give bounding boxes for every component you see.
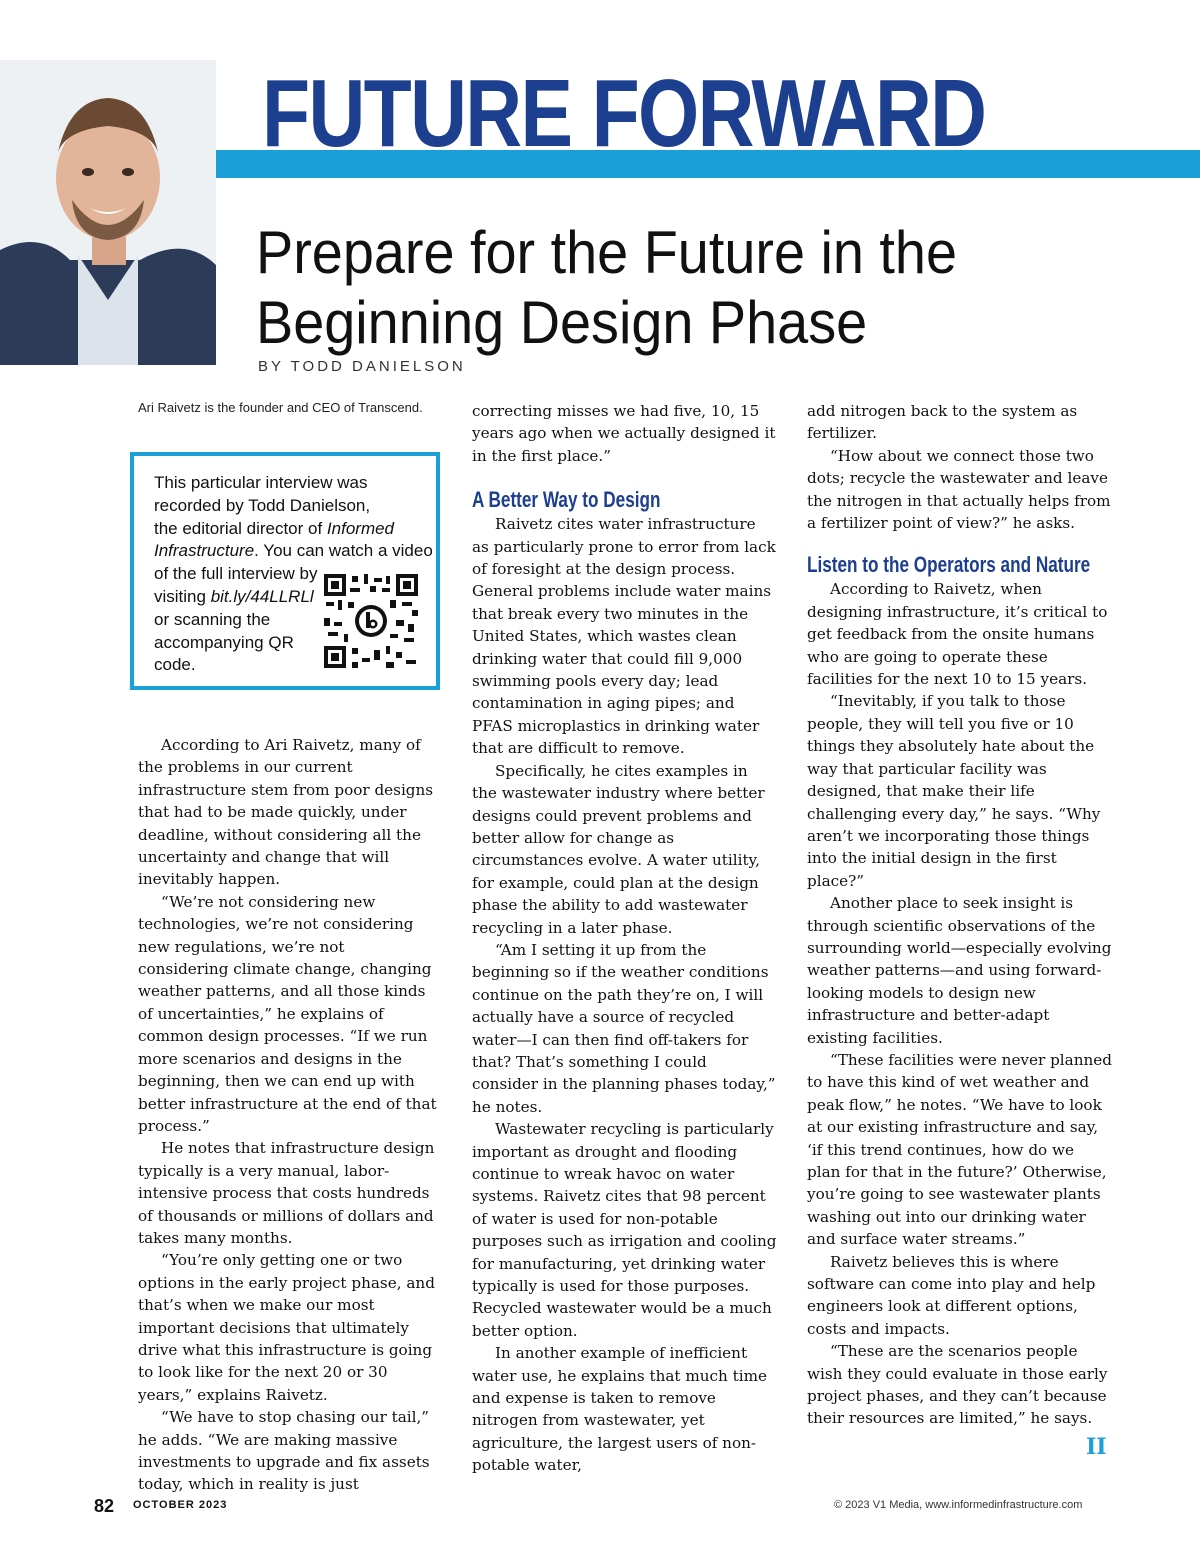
author-photo	[0, 60, 216, 365]
paragraph: According to Raivetz, when designing infrastructure, it’s critical to get feedback from the onsite humans who are going to operate these facilities for the next 10 to 15 years.	[807, 580, 1108, 689]
qr-code[interactable]	[324, 574, 418, 668]
paragraph: Another place to seek insight is through scientific observations of the surrounding world—especially evolving weather patterns—and using forward-looking models to design new infrastructure and better-adapt existing facilities.	[807, 894, 1112, 1047]
article-headline	[256, 218, 1000, 358]
subhead-better-way: A Better Way to Design	[472, 487, 661, 513]
paragraph: correcting misses we had five, 10, 15 years ago when we actually designed it in the first place.”	[472, 402, 776, 465]
paragraph: Raivetz believes this is where software can come into play and help engineers look at different options, costs and impacts.	[807, 1252, 1096, 1338]
paragraph: “These are the scenarios people wish they could evaluate in those early project phases, and they can’t because their resources are limited,” he says.	[807, 1342, 1108, 1428]
paragraph: Raivetz cites water infrastructure as particularly prone to error from lack of foresight at the design process. General problems include water mains that break every two minutes in the United States, which wastes clean drinking water that could fill 9,000 swimming pools every day; lead contamination in aging pipes; and PFAS microplastics in drinking water that are difficult to remove.	[472, 515, 776, 758]
paragraph: Wastewater recycling is particularly important as drought and flooding continue to wreak havoc on water systems. Raivetz cites that 98 percent of water is used for non-potable purposes such as irrigation and cooling for manufacturing, yet drinking water typically is used for those purposes. Recycled wastewater would be a much better option.	[472, 1120, 777, 1340]
article-column-2	[472, 400, 777, 1477]
sidebar-text: This particular interview was recorded by Todd Danielson, the editorial director of Informed Infrastructure. You can watch a video of the full interview by visiting bit.ly/44LLRLl or scanning the accompanying QR code.	[154, 473, 433, 675]
article-column-1	[138, 734, 438, 1496]
headline-line-1: Prepare for the Future in the	[256, 219, 957, 286]
paragraph: “How about we connect those two dots; recycle the wastewater and leave the nitrogen in that actually helps from a fertilizer point of view?” he asks.	[807, 446, 1111, 533]
paragraph: “Inevitably, if you talk to those people, they will tell you five or 10 things they absolutely hate about the way that particular facility was designed, that make their life challenging every day,” he says. “Why aren’t we incorporating those things into the initial design in the first place?”	[807, 692, 1101, 890]
paragraph: “We have to stop chasing our tail,” he adds. “We are making massive investments to upgrade and fix assets today, which in reality is just	[138, 1408, 430, 1494]
paragraph: “Am I setting it up from the beginning so if the weather conditions continue on the path they’re on, I will actually have a source of recycled water—I can then find off-takers for that? That’s something I could consider in the planning phases today,” he notes.	[472, 940, 776, 1116]
subhead-listen: Listen to the Operators and Nature	[807, 552, 1091, 578]
paragraph: He notes that infrastructure design typically is a very manual, labor-intensive process that costs hundreds of thousands or millions of dollars and takes many months.	[138, 1139, 435, 1247]
video-link[interactable]: bit.ly/44LLRLl	[210, 586, 314, 606]
paragraph: “We’re not considering new technologies, we’re not considering new regulations, we’re not considering climate change, changing weather patterns, and all those kinds of uncertainties,” he explains of common design processes. “If we run more scenarios and designs in the beginning, then we can end up with better infrastructure at the end of that process.”	[138, 892, 437, 1135]
paragraph: Specifically, he cites examples in the wastewater industry where better designs could prevent problems and better allow for change as circumstances evolve. A water utility, for example, could plan at the design phase the ability to add wastewater recycling in a later phase.	[472, 761, 765, 937]
paragraph: “These facilities were never planned to have this kind of wet weather and peak flow,” he notes. “We have to look at our existing infrastructure and say, ‘if this trend continues, how do we plan for that in the future?’ Otherwise, you’re going to see wastewater plants washing out into our drinking water and surface water streams.”	[807, 1050, 1112, 1249]
paragraph: add nitrogen back to the system as fertilizer.	[807, 402, 1078, 443]
section-title: FUTURE FORWARD	[262, 60, 986, 167]
issue-date: OCTOBER 2023	[133, 1499, 228, 1511]
photo-caption: Ari Raivetz is the founder and CEO of Transcend.	[138, 400, 423, 415]
byline: BY TODD DANIELSON	[258, 358, 466, 375]
paragraph: According to Ari Raivetz, many of the problems in our current infrastructure stem from poor designs that had to be made quickly, under deadline, without considering all the uncertainty and change that will inevitably happen.	[138, 736, 434, 889]
interview-sidebar	[130, 452, 440, 690]
paragraph: “You’re only getting one or two options in the early project phase, and that’s when we make our most important decisions that ultimately drive what this infrastructure is going to look like for the next 20 or 30 years,” explains Raivetz.	[138, 1251, 435, 1404]
copyright: © 2023 V1 Media, www.informedinfrastructure.com	[834, 1499, 1083, 1511]
paragraph: In another example of inefficient water use, he explains that much time and expense is taken to remove nitrogen from wastewater, yet agriculture, the largest users of non-potable water,	[472, 1344, 768, 1475]
article-column-3	[807, 400, 1112, 1430]
page-number: 82	[94, 1496, 115, 1516]
headline-line-2: Beginning Design Phase	[256, 289, 868, 356]
end-mark-icon: II	[1086, 1434, 1107, 1460]
